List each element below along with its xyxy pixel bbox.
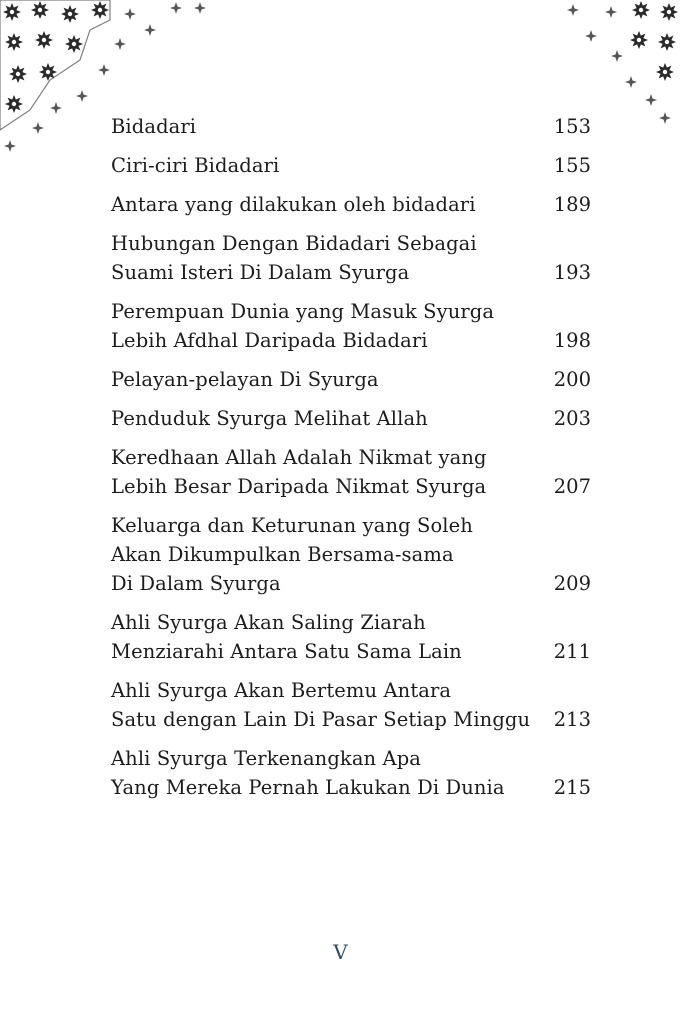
toc-entry-page: 203 <box>553 407 591 430</box>
toc-entry-title: Ahli Syurga Akan Bertemu Antara Satu dengan Lain Di Pasar Setiap Minggu <box>111 679 531 731</box>
toc-entry <box>111 112 591 141</box>
toc-entry-title: Keluarga dan Keturunan yang Soleh Akan Dikumpulkan Bersama-sama Di Dalam Syurga <box>111 514 473 595</box>
toc-entry-page: 215 <box>553 776 591 799</box>
toc-entry <box>111 297 591 355</box>
corner-ornament-right-icon <box>561 0 681 130</box>
toc-entry-page: 213 <box>553 708 591 731</box>
toc-entry-page: 153 <box>553 115 591 138</box>
toc-entry-title: Perempuan Dunia yang Masuk Syurga Lebih Afdhal Daripada Bidadari <box>111 300 495 352</box>
toc-entry-page: 193 <box>553 261 591 284</box>
toc-entry-page: 207 <box>553 475 591 498</box>
toc-entry-title: Keredhaan Allah Adalah Nikmat yang Lebih Besar Daripada Nikmat Syurga <box>111 446 487 498</box>
toc-entry-page: 209 <box>553 572 591 595</box>
toc-entry <box>111 190 591 219</box>
toc-entry <box>111 365 591 394</box>
toc-entry-title: Ahli Syurga Akan Saling Ziarah Menziarahi Antara Satu Sama Lain <box>111 611 462 663</box>
toc-entry <box>111 151 591 180</box>
toc-entry-page: 211 <box>553 640 591 663</box>
toc-entry <box>111 229 591 287</box>
table-of-contents <box>111 112 591 812</box>
toc-entry <box>111 676 591 734</box>
toc-entry-title: Bidadari <box>111 115 197 138</box>
page-number: V <box>333 940 348 964</box>
toc-entry-title: Ahli Syurga Terkenangkan Apa Yang Mereka Pernah Lakukan Di Dunia <box>111 747 505 799</box>
toc-entry <box>111 511 591 598</box>
toc-entry-title: Antara yang dilakukan oleh bidadari <box>111 193 476 216</box>
toc-entry-page: 189 <box>553 193 591 216</box>
toc-entry <box>111 404 591 433</box>
toc-entry-title: Ciri-ciri Bidadari <box>111 154 280 177</box>
toc-entry-page: 198 <box>553 329 591 352</box>
toc-entry <box>111 744 591 802</box>
toc-entry <box>111 443 591 501</box>
toc-entry-page: 200 <box>553 368 591 391</box>
toc-entry-title: Hubungan Dengan Bidadari Sebagai Suami Isteri Di Dalam Syurga <box>111 232 477 284</box>
toc-entry-title: Pelayan-pelayan Di Syurga <box>111 368 379 391</box>
toc-entry-title: Penduduk Syurga Melihat Allah <box>111 407 428 430</box>
toc-entry-page: 155 <box>553 154 591 177</box>
toc-entry <box>111 608 591 666</box>
